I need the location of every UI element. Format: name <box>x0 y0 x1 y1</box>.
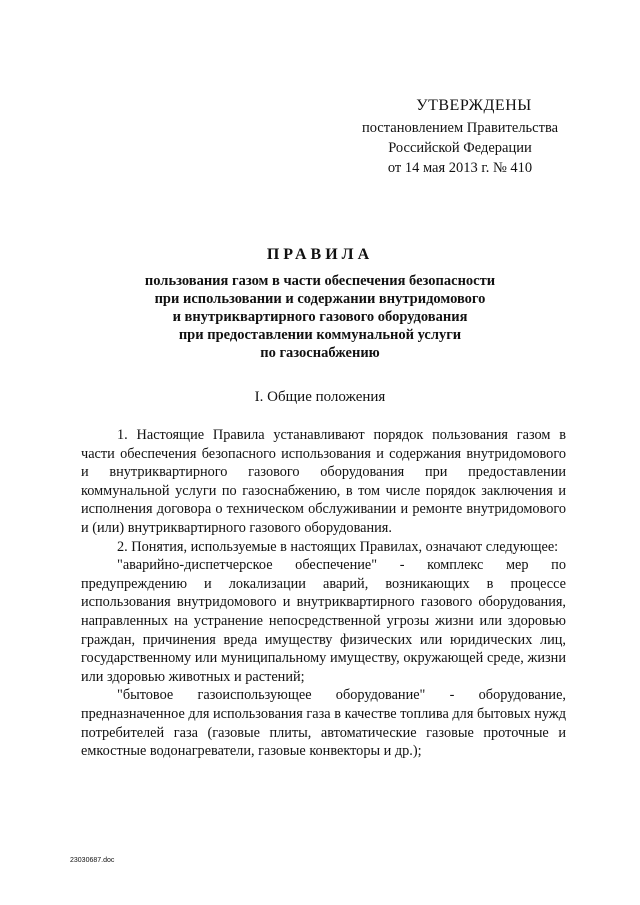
document-title: ПРАВИЛА <box>266 246 374 263</box>
approval-block <box>345 96 575 178</box>
paragraph-3: "аварийно-диспетчерское обеспечение" - комплекс мер по предупреждению и локализации аварий, возникающих в процессе использования внутридомового и внутриквартирного газового оборудования, направленных на устранение непосредственной угрозы жизни или здоровью граждан, причинения вреда имуществу физических или юридических лиц, государственному или муниципальному имуществу, окружающей среде, жизни или здоровью животных и растений; <box>81 557 566 685</box>
footer-file-name: 23030687.doc <box>70 857 115 864</box>
subtitle-line-5: по газоснабжению <box>260 345 380 361</box>
paragraph-1: 1. Настоящие Правила устанавливают порядок пользования газом в части обеспечения безопасного использования и содержания внутридомового и внутриквартирного газового оборудования при предоставлении коммунальной услуги по газоснабжению, в том числе порядок заключения и исполнения договора о техническом обслуживании и ремонте внутридомового и (или) внутриквартирного газового оборудования. <box>81 427 566 536</box>
document-body <box>81 426 566 761</box>
section-heading: I. Общие положения <box>254 389 386 405</box>
approval-line-2: Российской Федерации <box>388 140 532 156</box>
approval-line-1: постановлением Правительства <box>361 120 559 136</box>
subtitle-line-2: при использовании и содержании внутридомового <box>154 291 486 307</box>
document-title-block <box>60 246 580 362</box>
paragraph-2: 2. Понятия, используемые в настоящих Правилах, означают следующее: <box>117 538 559 555</box>
paragraph-4: "бытовое газоиспользующее оборудование" - оборудование, предназначенное для использования газа в качестве топлива для бытовых нужд потребителей газа (газовые плиты, автоматические газовые проточные и емкостные водонагреватели, газовые конвекторы и др.); <box>81 687 566 760</box>
subtitle-line-4: при предоставлении коммунальной услуги <box>178 327 462 343</box>
subtitle-line-3: и внутриквартирного газового оборудования <box>172 309 468 325</box>
subtitle-line-1: пользования газом в части обеспечения безопасности <box>144 273 496 289</box>
approval-line-3: от 14 мая 2013 г. № 410 <box>387 160 533 176</box>
approval-heading: УТВЕРЖДЕНЫ <box>416 97 532 114</box>
